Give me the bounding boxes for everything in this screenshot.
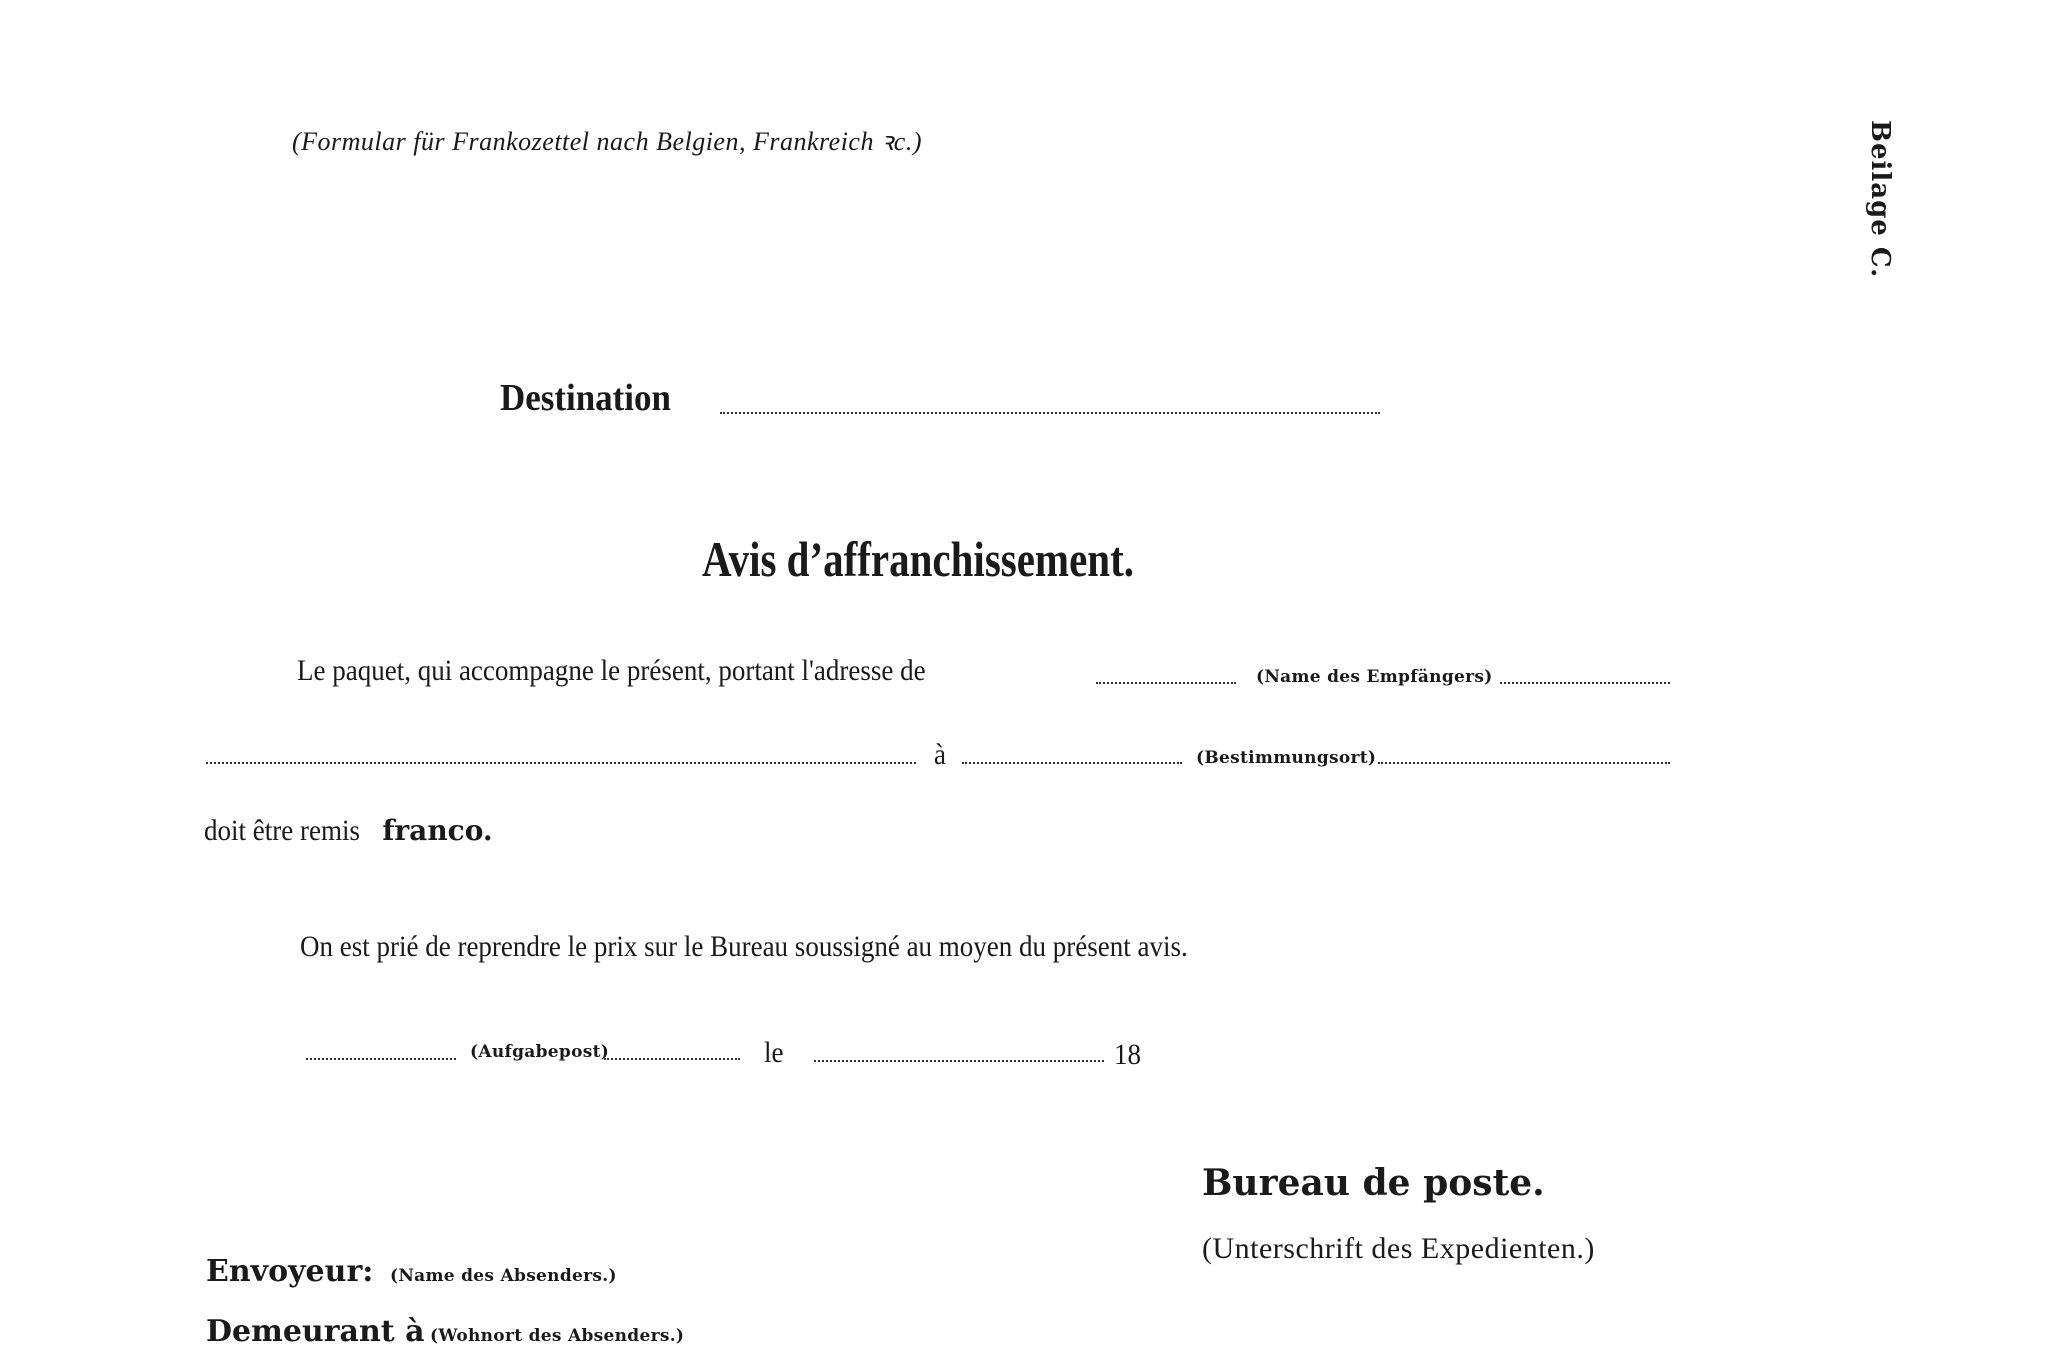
recipient-name-field-a[interactable]: [1096, 682, 1236, 684]
destination-place-field-b[interactable]: [1378, 762, 1670, 764]
year-prefix: 18: [1114, 1038, 1141, 1071]
date-field[interactable]: [814, 1060, 1104, 1062]
envoyeur-label: Envoyeur:: [206, 1254, 374, 1289]
recipient-name-note: (Name des Empfängers): [1256, 667, 1493, 687]
side-label: Beilage C.: [1865, 120, 1895, 279]
demeurant-label: Demeurant à: [206, 1314, 425, 1349]
destination-place-field-a[interactable]: [962, 762, 1182, 764]
posting-office-note: (Aufgabepost): [470, 1042, 610, 1062]
franco-word: franco.: [382, 814, 493, 847]
destination-label: Destination: [500, 377, 671, 419]
paragraph1-start: Le paquet, qui accompagne le présent, portant l'adresse de: [297, 654, 926, 687]
posting-office-field-a[interactable]: [306, 1058, 456, 1060]
paragraph2: On est prié de reprendre le prix sur le Bureau soussigné au moyen du présent avis.: [300, 930, 1188, 963]
envoyeur-note: (Name des Absenders.): [390, 1266, 617, 1286]
page-title: Avis d’affranchissement.: [702, 531, 1134, 587]
destination-field[interactable]: [720, 412, 1380, 414]
recipient-name-field-b[interactable]: [1500, 682, 1670, 684]
recipient-address-field[interactable]: [206, 762, 916, 764]
signature-note: (Unterschrift des Expedienten.): [1202, 1232, 1595, 1265]
demeurant-note: (Wohnort des Absenders.): [430, 1326, 685, 1346]
paragraph1-end: [204, 814, 493, 848]
form-header-note: (Formular für Frankozettel nach Belgien, Frankreich ꝛc.): [292, 127, 922, 156]
paragraph1-end-text: doit être remis: [204, 814, 360, 847]
posting-office-field-b[interactable]: [604, 1058, 740, 1060]
to-word: à: [934, 738, 946, 771]
destination-place-note: (Bestimmungsort): [1196, 748, 1377, 768]
le-word: le: [764, 1036, 784, 1069]
bureau-title: Bureau de poste.: [1202, 1162, 1545, 1204]
